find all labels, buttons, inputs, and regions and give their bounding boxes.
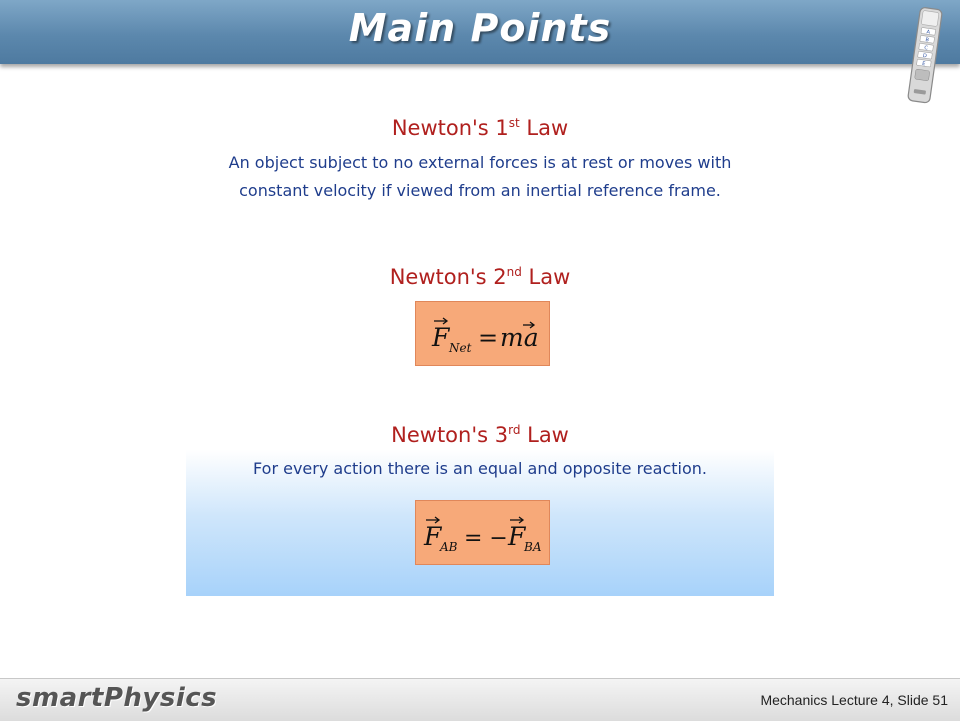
law3-eq-op: = − [464,526,508,551]
law2-eq-rhs: ma [500,323,539,352]
law3-equation [416,501,548,563]
law3-heading [0,423,960,447]
law3-eq-rhs: F [508,522,526,551]
law2-heading-sup: nd [506,265,522,279]
remote-button-a: A [926,29,931,36]
law3-statement-line1: For every action there is an equal and opposite reaction. [253,459,707,478]
law1-heading-suffix: Law [519,116,569,140]
law2-heading-suffix: Law [521,265,571,289]
law1-statement-line1: An object subject to no external forces is at rest or moves with [228,153,732,172]
law2-heading-prefix: Newton's 2 [389,265,507,289]
law1-heading-prefix: Newton's 1 [391,116,509,140]
law1-heading-sup: st [508,116,520,130]
law3-heading-prefix: Newton's 3 [391,423,509,447]
law3-heading-sup: rd [508,423,521,437]
law2-heading [0,265,960,289]
clicker-remote-icon [902,6,946,104]
law3-eq-rhs-sub: BA [524,540,542,554]
slide-title: Main Points [348,6,612,50]
law1-heading [0,116,960,140]
law3-eq-lhs: F [424,522,442,551]
law2-equation [416,302,548,364]
remote-button-b: B [924,37,930,44]
law3-statement [190,455,770,483]
footer [0,678,960,721]
law3-heading-suffix: Law [520,423,569,447]
law1-statement-line2: constant velocity if viewed from an inertial reference frame. [239,181,721,200]
law2-equation-box [415,301,550,366]
remote-button-e: E [921,60,926,68]
remote-button-d: D [922,52,928,60]
law2-eq-lhs: F [432,323,450,352]
remote-button-c: C [923,44,929,52]
smartphysics-logo: smartPhysics [16,683,218,713]
law3-eq-lhs-sub: AB [440,540,458,554]
title-bar [0,0,960,64]
slide-info: Mechanics Lecture 4, Slide 51 [760,692,948,708]
law2-eq-op: = [478,324,499,352]
law3-equation-box [415,500,550,565]
law1-statement [190,149,770,205]
law2-eq-lhs-sub: Net [449,341,472,355]
